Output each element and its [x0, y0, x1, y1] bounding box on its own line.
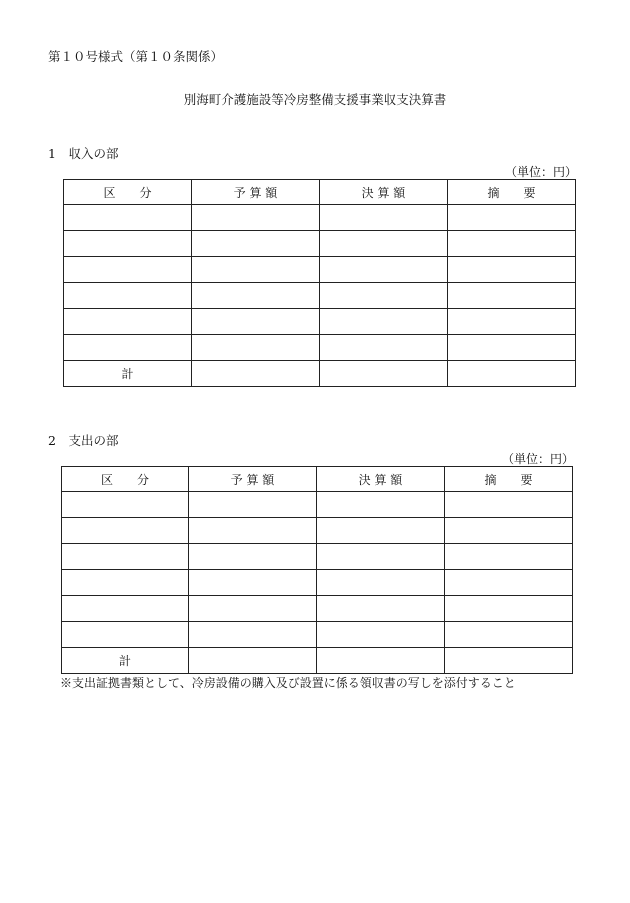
income-header-settlement: 決 算 額: [320, 180, 448, 205]
income-row: [64, 283, 576, 309]
income-header-row: [64, 180, 576, 205]
income-header-remarks: 摘 要: [448, 180, 576, 205]
expense-row: [62, 544, 573, 570]
expense-cell[interactable]: [62, 570, 189, 596]
income-cell[interactable]: [320, 231, 448, 257]
income-cell[interactable]: [64, 309, 192, 335]
income-section-heading: 1 収入の部: [48, 146, 119, 161]
expense-cell[interactable]: [317, 492, 445, 518]
expense-cell[interactable]: [62, 544, 189, 570]
expense-header-category: 区 分: [62, 467, 189, 492]
income-cell[interactable]: [192, 231, 320, 257]
income-row: [64, 309, 576, 335]
income-cell[interactable]: [64, 257, 192, 283]
expense-total-label: 計: [62, 648, 189, 674]
income-cell[interactable]: [320, 283, 448, 309]
income-cell[interactable]: [192, 205, 320, 231]
expense-section-heading: 2 支出の部: [48, 433, 119, 448]
income-total-row: [64, 361, 576, 387]
income-cell[interactable]: [448, 283, 576, 309]
expense-cell[interactable]: [62, 596, 189, 622]
expense-cell[interactable]: [189, 518, 317, 544]
expense-cell[interactable]: [445, 518, 573, 544]
expense-header-budget: 予 算 額: [189, 467, 317, 492]
expense-cell[interactable]: [189, 622, 317, 648]
income-row: [64, 205, 576, 231]
income-cell[interactable]: [192, 309, 320, 335]
expense-total-budget[interactable]: [189, 648, 317, 674]
income-unit-note: （単位：円）: [505, 165, 578, 179]
income-total-remarks[interactable]: [448, 361, 576, 387]
form-number: 第１０号様式（第１０条関係）: [48, 49, 224, 64]
expense-total-remarks[interactable]: [445, 648, 573, 674]
expense-total-settlement[interactable]: [317, 648, 445, 674]
expense-row: [62, 492, 573, 518]
income-cell[interactable]: [320, 205, 448, 231]
expense-row: [62, 570, 573, 596]
income-cell[interactable]: [448, 257, 576, 283]
expense-row: [62, 596, 573, 622]
income-total-budget[interactable]: [192, 361, 320, 387]
income-table: [63, 179, 576, 387]
expense-cell[interactable]: [189, 570, 317, 596]
income-cell[interactable]: [448, 231, 576, 257]
income-cell[interactable]: [320, 257, 448, 283]
income-cell[interactable]: [64, 231, 192, 257]
income-cell[interactable]: [192, 257, 320, 283]
income-cell[interactable]: [192, 335, 320, 361]
expense-cell[interactable]: [62, 492, 189, 518]
income-cell[interactable]: [320, 309, 448, 335]
expense-cell[interactable]: [445, 492, 573, 518]
income-cell[interactable]: [64, 205, 192, 231]
document-title: 別海町介護施設等冷房整備支援事業収支決算書: [183, 92, 447, 107]
expense-header-row: [62, 467, 573, 492]
income-cell[interactable]: [192, 283, 320, 309]
income-cell[interactable]: [64, 335, 192, 361]
expense-total-row: [62, 648, 573, 674]
income-cell[interactable]: [64, 283, 192, 309]
expense-header-remarks: 摘 要: [445, 467, 573, 492]
expense-cell[interactable]: [189, 596, 317, 622]
income-cell[interactable]: [320, 335, 448, 361]
expense-cell[interactable]: [317, 596, 445, 622]
income-total-settlement[interactable]: [320, 361, 448, 387]
income-header-budget: 予 算 額: [192, 180, 320, 205]
expense-cell[interactable]: [445, 570, 573, 596]
income-cell[interactable]: [448, 309, 576, 335]
expense-unit-note: （単位：円）: [502, 452, 575, 466]
expense-cell[interactable]: [317, 622, 445, 648]
income-row: [64, 257, 576, 283]
footnote: ※支出証拠書類として、冷房設備の購入及び設置に係る領収書の写しを添付すること: [60, 676, 516, 690]
expense-cell[interactable]: [445, 596, 573, 622]
expense-cell[interactable]: [62, 622, 189, 648]
expense-cell[interactable]: [317, 570, 445, 596]
income-cell[interactable]: [448, 205, 576, 231]
expense-cell[interactable]: [189, 492, 317, 518]
income-row: [64, 231, 576, 257]
expense-cell[interactable]: [317, 518, 445, 544]
income-total-label: 計: [64, 361, 192, 387]
expense-cell[interactable]: [62, 518, 189, 544]
expense-cell[interactable]: [317, 544, 445, 570]
expense-table: [61, 466, 573, 674]
expense-cell[interactable]: [445, 544, 573, 570]
expense-row: [62, 622, 573, 648]
expense-row: [62, 518, 573, 544]
income-row: [64, 335, 576, 361]
income-cell[interactable]: [448, 335, 576, 361]
income-header-category: 区 分: [64, 180, 192, 205]
expense-cell[interactable]: [445, 622, 573, 648]
expense-cell[interactable]: [189, 544, 317, 570]
expense-header-settlement: 決 算 額: [317, 467, 445, 492]
